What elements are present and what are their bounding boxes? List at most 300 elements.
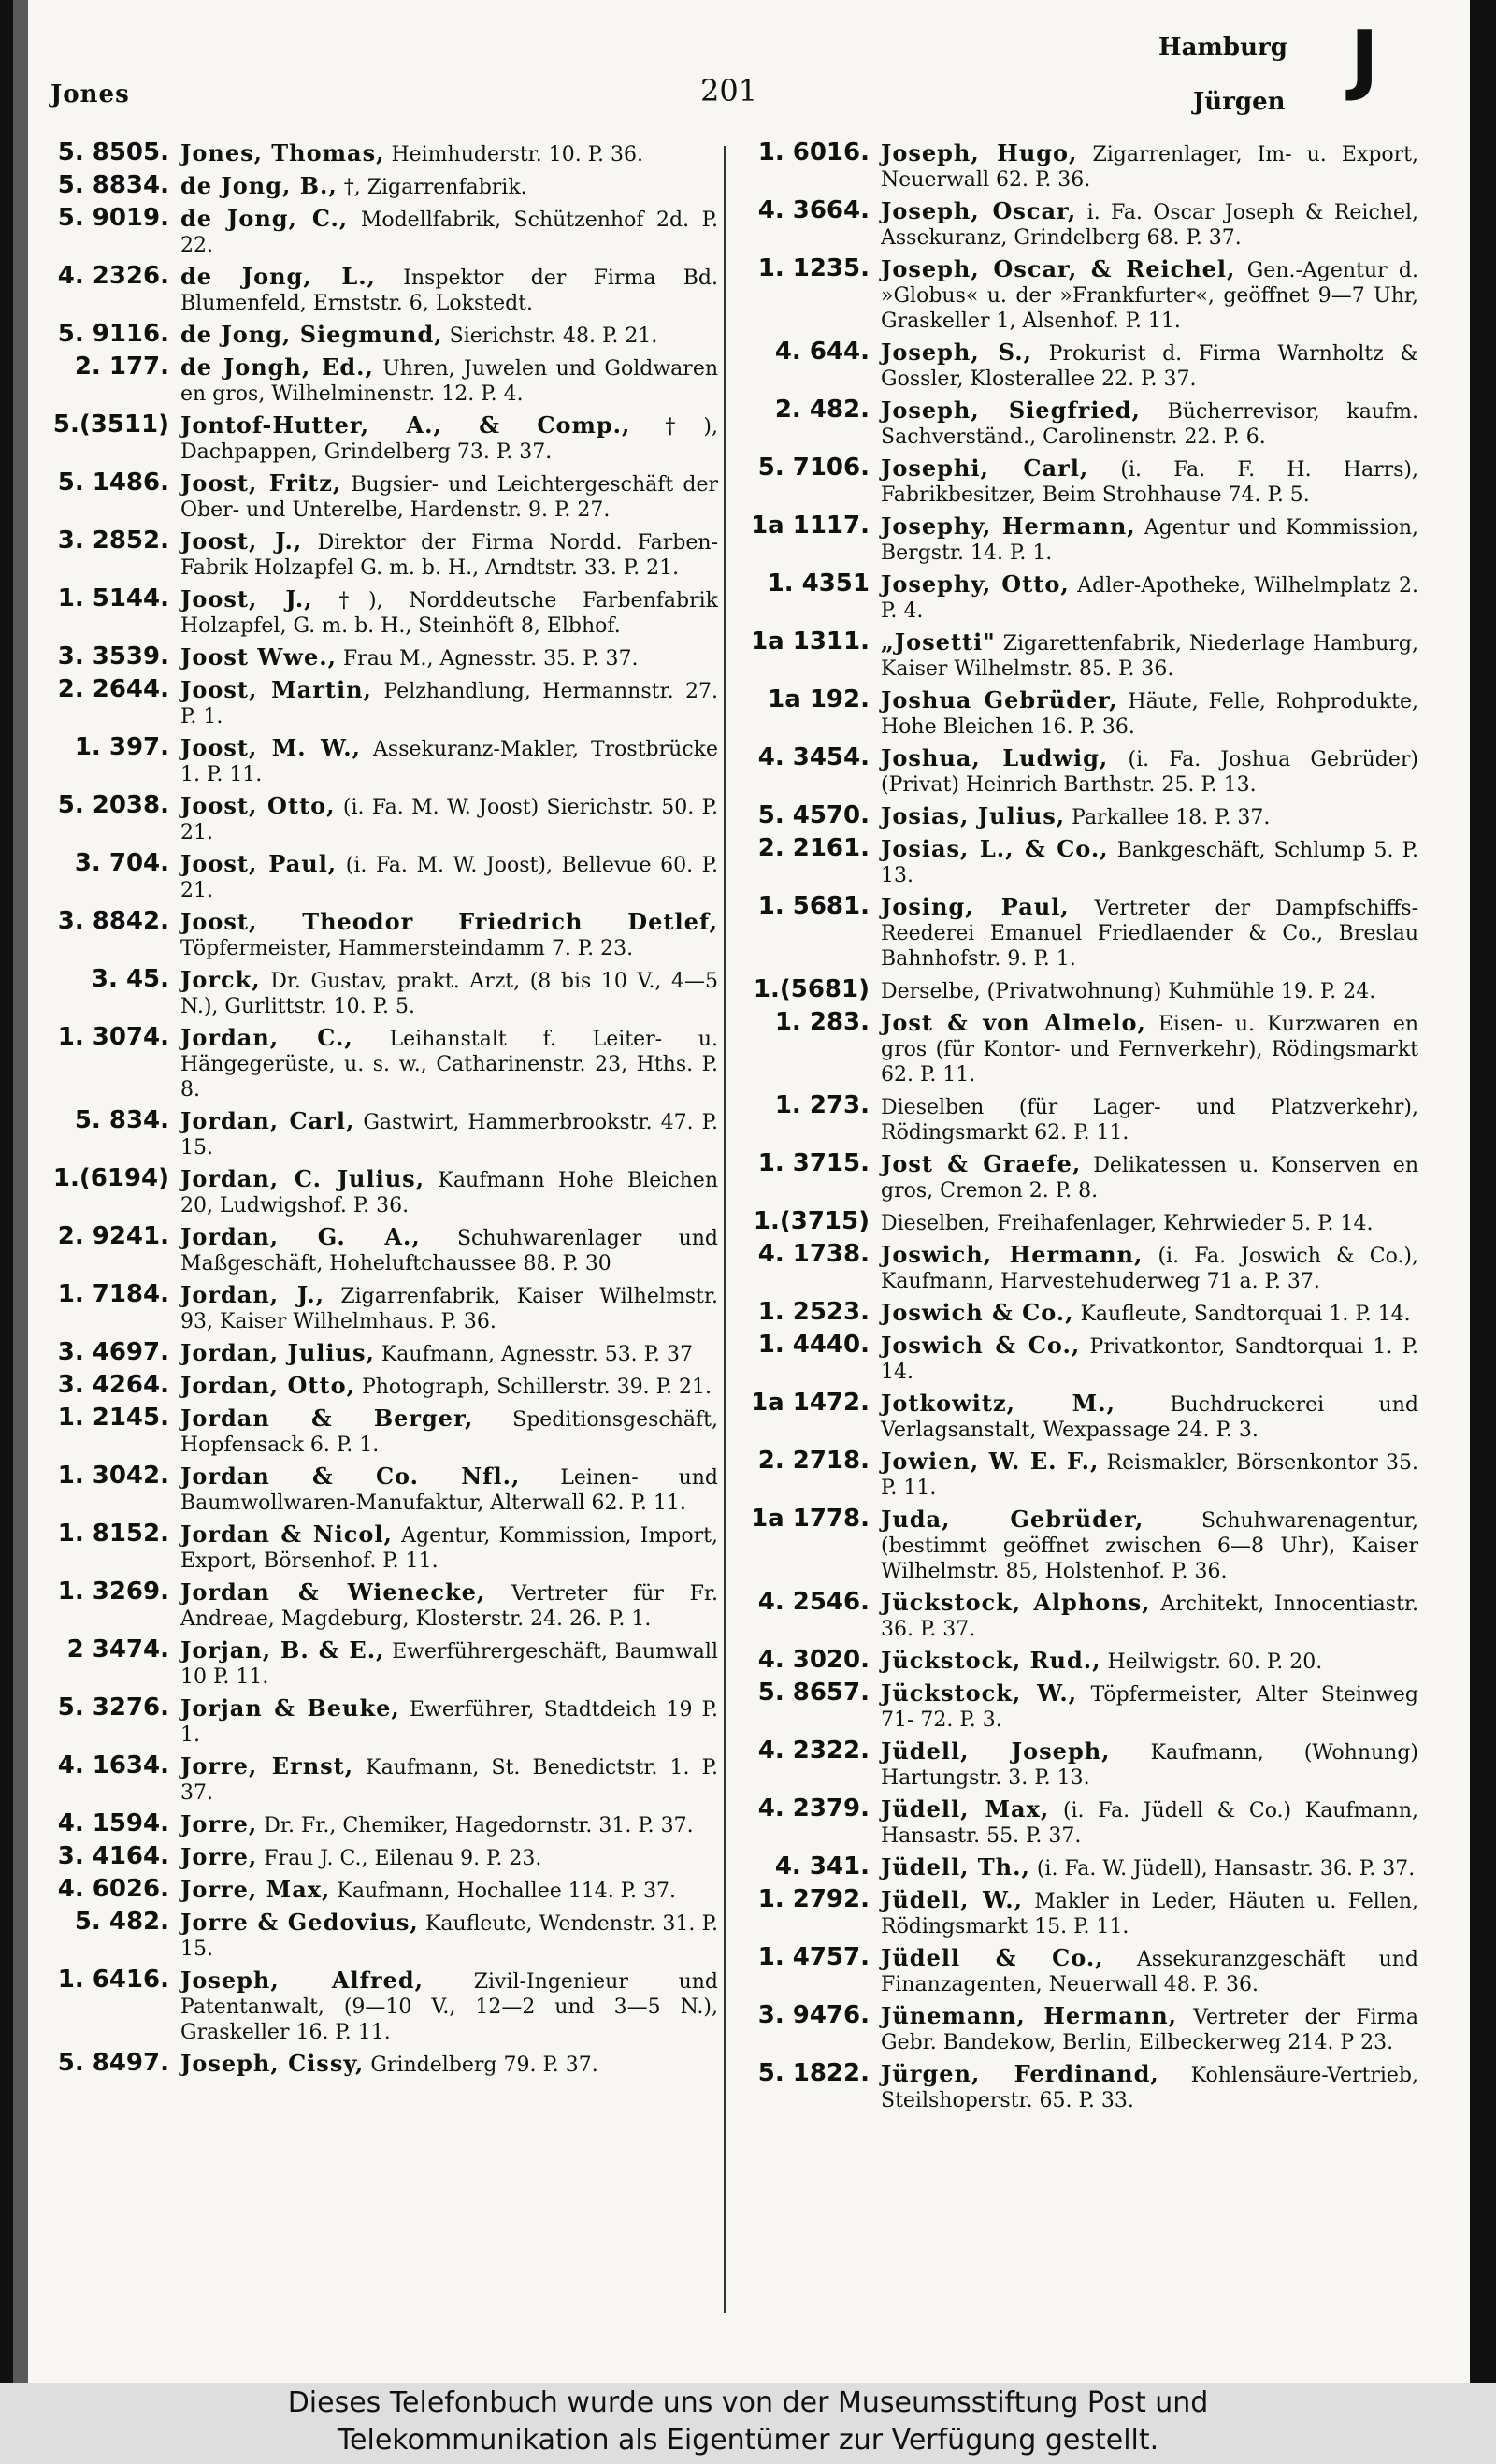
directory-entry — [745, 397, 1418, 450]
entry-name: Josias, Julius, — [881, 802, 1066, 829]
directory-entry — [45, 1282, 718, 1334]
entry-details: i. Fa. Oscar Joseph & Reichel, Assekuranz, Grindelberg 68. P. 37. — [881, 201, 1418, 250]
entry-details: Gen.-Agentur d. »Globus« u. der »Frankfurter«, geöffnet 9—7 Uhr, Graskeller 1, Alsenhof. P. 11. — [881, 259, 1419, 333]
phone-number: 1. 283. — [774, 1008, 870, 1036]
entry-name: Joost, Theodor Friedrich Detlef, — [180, 908, 718, 935]
entry-body — [180, 264, 718, 316]
entry-body — [180, 1579, 718, 1632]
entry-details: Photograph, Schillerstr. 39. P. 21. — [361, 1376, 712, 1399]
phone-number: 1a 1311. — [751, 627, 870, 656]
directory-entry — [745, 1887, 1418, 1939]
entry-name: Joseph, Siegfried, — [881, 396, 1141, 424]
entry-name: Jürgen, Ferdinand, — [881, 2060, 1159, 2087]
entry-details: Adler-Apotheke, Wilhelmplatz 2. P. 4. — [881, 574, 1418, 623]
entry-name: Jordan, Otto, — [180, 1372, 355, 1399]
entry-body — [180, 851, 718, 903]
phone-number: 1. 3715. — [757, 1149, 870, 1177]
phone-number: 4. 6026. — [57, 1875, 169, 1903]
entry-name: Jorjan & Beuke, — [180, 1694, 400, 1722]
directory-entry — [745, 745, 1418, 798]
directory-entry — [745, 2061, 1418, 2113]
entry-details: Agentur und Kommission, Bergstr. 14. P. 1. — [881, 516, 1418, 565]
entry-body — [180, 140, 718, 167]
phone-number: 5. 1822. — [757, 2059, 870, 2087]
entry-details: Bankgeschäft, Schlump 5. P. 13. — [881, 839, 1418, 887]
entry-name: Jorck, — [180, 966, 261, 993]
section-letter: J — [1350, 15, 1379, 104]
directory-entry — [45, 470, 718, 523]
entry-name: Jückstock, Alphons, — [881, 1589, 1151, 1616]
entry-details: Assekuranzgeschäft und Finanzagenten, Neuerwall 48. P. 36. — [881, 1948, 1419, 1996]
entry-name: Jorre, Max, — [180, 1876, 331, 1903]
entry-name: Josing, Paul, — [881, 893, 1070, 920]
entry-details: Leihanstalt f. Leiter- u. Hängegerüste, u. s. w., Catharinenstr. 23, Hths. P. 8. — [180, 1028, 718, 1102]
directory-entry — [45, 140, 718, 167]
entry-body — [180, 1909, 718, 1962]
directory-entry — [745, 1590, 1418, 1642]
entry-details: Schuhwarenagentur, (bestimmt geöffnet zwischen 6—8 Uhr), Kaiser Wilhelmstr. 85, Holstenhof. P. 36. — [881, 1509, 1418, 1583]
entry-details: Heimhuderstr. 10. P. 36. — [391, 143, 644, 166]
entry-details: Gastwirt, Hammerbrookstr. 47. P. 15. — [180, 1111, 718, 1160]
entry-details: Grindelberg 79. P. 37. — [370, 2053, 598, 2077]
entry-details: Eisen- u. Kurzwaren en gros (für Kontor- und Fernverkehr), Rödingsmarkt 62. P. 11. — [881, 1013, 1419, 1087]
phone-number: 4. 3454. — [757, 743, 870, 771]
phone-number: 3. 704. — [74, 849, 169, 877]
entry-name: Joswich, Hermann, — [881, 1241, 1144, 1268]
entry-details: Zigarrenfabrik, Kaiser Wilhelmstr. 93, Kaiser Wilhelmhaus. P. 36. — [180, 1285, 718, 1333]
directory-entry — [45, 1844, 718, 1871]
footer-line-1: Dieses Telefonbuch wurde uns von der Museumsstiftung Post und — [287, 2386, 1209, 2419]
entry-body — [180, 1108, 718, 1160]
entry-details: Vertreter der Firma Gebr. Bandekow, Berlin, Eilbeckerweg 214. P 23. — [881, 2006, 1418, 2054]
phone-number: 1a 192. — [768, 685, 870, 713]
directory-entry — [45, 1025, 718, 1102]
entry-details: Assekuranz-Makler, Trostbrücke 1. P. 11. — [180, 738, 718, 786]
entry-name: Jordan & Co. Nfl., — [180, 1463, 521, 1490]
directory-entry — [45, 1877, 718, 1904]
entry-body — [881, 571, 1418, 624]
entry-body — [881, 1300, 1418, 1327]
phone-number: 5. 2038. — [57, 791, 169, 819]
directory-entry — [745, 1680, 1418, 1733]
entry-name: Joseph, S., — [881, 339, 1032, 366]
phone-number: 5.(3511) — [52, 411, 169, 439]
directory-entry — [45, 1521, 718, 1574]
entry-body — [180, 412, 718, 465]
entry-body — [180, 1340, 718, 1367]
directory-entry — [745, 1796, 1418, 1849]
directory-entry — [745, 2003, 1418, 2055]
directory-entry — [45, 644, 718, 671]
phone-number: 1a 1472. — [751, 1389, 870, 1417]
directory-entry — [45, 173, 718, 200]
phone-number: 3. 3539. — [57, 642, 169, 670]
phone-number: 3. 45. — [91, 965, 169, 993]
entry-body — [881, 977, 1418, 1004]
entry-details: Kaufleute, Sandtorquai 1. P. 14. — [1080, 1303, 1411, 1326]
entry-details: Derselbe, (Privatwohnung) Kuhmühle 19. P. 24. — [881, 980, 1376, 1003]
entry-details: Kaufmann, Agnesstr. 53. P. 37 — [381, 1343, 693, 1366]
entry-body — [881, 1151, 1418, 1203]
directory-entry — [745, 1300, 1418, 1327]
entry-details: Frau M., Agnesstr. 35. P. 37. — [342, 647, 639, 670]
entry-name: Jüdell, W., — [881, 1886, 1023, 1913]
directory-entry — [745, 803, 1418, 830]
entry-name: Juda, Gebrüder, — [881, 1506, 1144, 1533]
entry-body — [881, 1590, 1418, 1642]
entry-details: Vertreter für Fr. Andreae, Magdeburg, Klosterstr. 24. 26. P. 1. — [180, 1582, 718, 1631]
directory-entry — [45, 1811, 718, 1838]
entry-details: Agentur, Kommission, Import, Export, Börsenhof. P. 11. — [180, 1524, 718, 1573]
entry-body — [180, 173, 718, 200]
directory-entry — [745, 571, 1418, 624]
entry-details: Dieselben, Freihafenlager, Kehrwieder 5. P. 14. — [881, 1212, 1374, 1235]
directory-entry — [45, 322, 718, 349]
directory-entry — [45, 1637, 718, 1690]
entry-name: Joost, Otto, — [180, 792, 336, 819]
directory-entry — [45, 735, 718, 787]
entry-body — [881, 397, 1418, 450]
phone-number: 3. 8842. — [57, 907, 169, 935]
entry-body — [180, 735, 718, 787]
entry-name: Jüdell, Max, — [881, 1795, 1050, 1823]
entry-details: Zigarrenlager, Im- u. Export, Neuerwall 62. P. 36. — [881, 143, 1418, 192]
entry-details: †), Dachpappen, Grindelberg 73. P. 37. — [180, 415, 719, 464]
entry-name: Jüdell & Co., — [881, 1944, 1104, 1971]
phone-number: 4. 1634. — [57, 1751, 169, 1780]
directory-entry — [45, 1108, 718, 1160]
entry-body — [881, 1333, 1418, 1385]
entry-body — [881, 629, 1418, 682]
entry-body — [881, 1854, 1418, 1881]
phone-number: 4. 2379. — [757, 1794, 870, 1823]
phone-number: 1. 397. — [74, 733, 169, 761]
directory-entry — [45, 1224, 718, 1276]
entry-name: Jotkowitz, M., — [881, 1390, 1115, 1417]
phone-number: 1.(5681) — [753, 975, 870, 1003]
entry-body — [180, 206, 718, 258]
entry-body — [180, 1877, 718, 1904]
phone-number: 1. 273. — [774, 1091, 870, 1119]
entry-details: Prokurist d. Firma Warnholtz & Gossler, Klosterallee 22. P. 37. — [881, 342, 1418, 391]
phone-number: 1. 4757. — [757, 1943, 870, 1971]
directory-entry — [45, 1579, 718, 1632]
entry-body — [180, 1282, 718, 1334]
entry-details: Bugsier- und Leichtergeschäft der Ober- und Unterelbe, Hardenstr. 9. P. 27. — [180, 473, 719, 522]
entry-name: Jüdell, Joseph, — [881, 1737, 1111, 1765]
entry-name: Joshua, Ludwig, — [881, 744, 1109, 771]
entry-body — [180, 586, 718, 639]
entry-name: Jowien, W. E. F., — [881, 1448, 1100, 1475]
directory-entry — [45, 412, 718, 465]
entry-details: (i. Fa. W. Jüdell), Hansastr. 36. P. 37. — [1036, 1857, 1416, 1880]
phone-number: 4. 1738. — [757, 1240, 870, 1268]
entry-details: Uhren, Juwelen und Goldwaren en gros, Wilhelminenstr. 12. P. 4. — [180, 357, 719, 406]
entry-body — [881, 1506, 1418, 1584]
directory-entry — [745, 1854, 1418, 1881]
entry-name: Jordan, Carl, — [180, 1107, 355, 1134]
entry-name: Jordan, G. A., — [180, 1223, 421, 1250]
entry-details: Buchdruckerei und Verlagsanstalt, Wexpassage 24. P. 3. — [881, 1393, 1418, 1442]
directory-entry — [745, 1333, 1418, 1385]
header-last-entry: Jürgen — [1193, 88, 1286, 116]
entry-details: (i. Fa. M. W. Joost), Bellevue 60. P. 21. — [180, 854, 718, 902]
entry-name: Jost & Graefe, — [881, 1150, 1082, 1177]
phone-number: 5. 8497. — [57, 2049, 169, 2077]
directory-entry — [745, 1010, 1418, 1088]
entry-details: †), Norddeutsche Farbenfabrik Holzapfel, G. m. b. H., Steinhöft 8, Elbhof. — [180, 589, 718, 638]
entry-body — [881, 1242, 1418, 1294]
entry-name: Joswich & Co., — [881, 1332, 1081, 1359]
entry-body — [881, 836, 1418, 888]
entry-body — [180, 1373, 718, 1400]
directory-entry — [45, 2051, 718, 2078]
directory-entry — [745, 455, 1418, 508]
entry-name: Jorjan, B. & E., — [180, 1636, 385, 1664]
entry-name: Josias, L., & Co., — [881, 835, 1109, 862]
directory-entry — [745, 1209, 1418, 1236]
entry-body — [881, 745, 1418, 798]
entry-body — [881, 894, 1418, 972]
directory-entry — [45, 354, 718, 407]
entry-details: Architekt, Innocentiastr. 36. P. 37. — [881, 1592, 1419, 1641]
entry-body — [881, 1010, 1418, 1088]
directory-entry — [745, 1506, 1418, 1584]
phone-number: 1. 2523. — [757, 1298, 870, 1326]
entry-name: Josephy, Otto, — [881, 570, 1070, 598]
entry-body — [180, 528, 718, 581]
phone-number: 4. 341. — [774, 1852, 870, 1880]
entry-body — [881, 339, 1418, 392]
phone-number: 1. 4351 — [767, 569, 870, 598]
directory-entry — [45, 1340, 718, 1367]
phone-number: 4. 2546. — [757, 1588, 870, 1616]
directory-entry — [45, 1463, 718, 1516]
phone-number: 2. 2718. — [757, 1447, 870, 1475]
entry-name: Joost Wwe., — [180, 643, 337, 670]
entry-details: Zigarettenfabrik, Niederlage Hamburg, Kaiser Wilhelmstr. 85. P. 36. — [881, 632, 1418, 681]
phone-number: 3. 2852. — [57, 526, 169, 555]
entry-details: Direktor der Firma Nordd. Farben-Fabrik Holzapfel G. m. b. H., Arndtstr. 33. P. 21. — [180, 531, 718, 580]
directory-entry — [745, 977, 1418, 1004]
directory-entry — [745, 894, 1418, 972]
entry-name: Jordan & Wienecke, — [180, 1578, 486, 1606]
phone-number: 3. 4264. — [57, 1371, 169, 1399]
entry-body — [180, 909, 718, 961]
entry-name: Joseph, Oscar, — [881, 197, 1077, 224]
phone-number: 1. 4440. — [757, 1331, 870, 1359]
entry-details: Ewerführer, Stadtdeich 19 P. 1. — [180, 1698, 718, 1747]
entry-body — [881, 1680, 1418, 1733]
phone-number: 3. 4697. — [57, 1338, 169, 1366]
phone-number: 5. 7106. — [757, 454, 870, 482]
entry-body — [881, 1738, 1418, 1791]
entry-details: Sierichstr. 48. P. 21. — [449, 324, 658, 348]
phone-number: 1a 1778. — [751, 1505, 870, 1533]
entry-body — [180, 1811, 718, 1838]
phone-number: 4. 2326. — [57, 262, 169, 290]
phone-number: 5. 9116. — [57, 320, 169, 348]
entry-details: Leinen- und Baumwollwaren-Manufaktur, Alterwall 62. P. 11. — [180, 1466, 718, 1515]
entry-name: Jordan, C. Julius, — [180, 1165, 425, 1192]
directory-entry — [745, 629, 1418, 682]
entry-details: Dr. Fr., Chemiker, Hagedornstr. 31. P. 37. — [264, 1814, 694, 1837]
entry-body — [180, 1166, 718, 1218]
entry-name: Jückstock, W., — [881, 1679, 1078, 1707]
entry-body — [180, 793, 718, 845]
phone-number: 5. 482. — [74, 1908, 169, 1936]
entry-body — [881, 513, 1418, 566]
phone-number: 4. 3020. — [757, 1646, 870, 1674]
directory-entry — [45, 1909, 718, 1962]
entry-details: Häute, Felle, Rohprodukte, Hohe Bleichen 16. P. 36. — [881, 690, 1418, 739]
page-header — [13, 0, 1470, 131]
entry-name: Joswich & Co., — [881, 1299, 1074, 1326]
phone-number: 1a 1117. — [751, 512, 870, 540]
entry-details: (i. Fa. M. W. Joost) Sierichstr. 50. P. 21. — [180, 796, 718, 844]
entry-name: Joseph, Oscar, & Reichel, — [881, 255, 1236, 282]
entry-body — [881, 1209, 1418, 1236]
directory-entry — [45, 264, 718, 316]
entry-details: Bücherrevisor, kaufm. Sachverständ., Carolinenstr. 22. P. 6. — [881, 400, 1418, 449]
entry-details: Inspektor der Firma Bd. Blumenfeld, Ernststr. 6, Lokstedt. — [180, 267, 718, 315]
page-edge — [13, 0, 28, 2383]
phone-number: 4. 2322. — [757, 1736, 870, 1765]
phone-number: 5. 834. — [74, 1106, 169, 1134]
left-column — [45, 140, 718, 2083]
header-city: Hamburg — [1158, 34, 1287, 62]
phone-number: 1. 6416. — [57, 1966, 169, 1994]
entry-name: Jost & von Almelo, — [881, 1009, 1146, 1036]
phone-number: 1. 5144. — [57, 584, 169, 612]
directory-entry — [45, 1405, 718, 1458]
directory-entry — [45, 1166, 718, 1218]
entry-details: Zivil-Ingenieur und Patentanwalt, (9—10 V., 12—2 und 3—5 N.), Graskeller 16. P. 11. — [180, 1970, 718, 2044]
phone-number: 4. 644. — [774, 338, 870, 366]
directory-entry — [45, 909, 718, 961]
entry-body — [881, 2061, 1418, 2113]
phone-number: 5. 4570. — [757, 801, 870, 829]
footer-line-2: Telekommunikation als Eigentümer zur Verfügung gestellt. — [337, 2424, 1159, 2457]
directory-entry — [745, 1391, 1418, 1443]
entry-name: Jünemann, Hermann, — [881, 2002, 1178, 2029]
column-divider — [724, 146, 726, 2313]
directory-entry — [45, 967, 718, 1019]
entry-name: Jordan, C., — [180, 1024, 353, 1051]
entry-details: Kaufmann, St. Benedictstr. 1. P. 37. — [180, 1756, 718, 1805]
entry-name: Jones, Thomas, — [180, 139, 385, 166]
phone-number: 1. 2792. — [757, 1885, 870, 1913]
entry-name: Joseph, Alfred, — [180, 1967, 424, 1994]
entry-body — [881, 2003, 1418, 2055]
entry-name: Josephy, Hermann, — [881, 512, 1136, 540]
phone-number: 1. 3042. — [57, 1462, 169, 1490]
directory-entry — [745, 836, 1418, 888]
entry-name: Joseph, Cissy, — [180, 2050, 365, 2077]
entry-body — [180, 1224, 718, 1276]
entry-body — [180, 1025, 718, 1102]
entry-name: Jordan & Berger, — [180, 1405, 474, 1432]
entry-name: Jontof-Hutter, A., & Comp., — [180, 411, 631, 439]
entry-name: Jorre & Gedovius, — [180, 1909, 419, 1936]
directory-entry — [745, 1648, 1418, 1675]
phone-number: 1. 1235. — [757, 254, 870, 282]
entry-body — [881, 687, 1418, 740]
directory-entry — [45, 1967, 718, 2045]
directory-entry — [745, 687, 1418, 740]
entry-name: „Josetti" — [881, 628, 996, 656]
page-number: 201 — [700, 73, 758, 108]
phone-number: 2. 177. — [74, 353, 169, 381]
entry-details: Töpfermeister, Alter Steinweg 71- 72. P. 3. — [881, 1683, 1418, 1732]
entry-name: Jückstock, Rud., — [881, 1647, 1101, 1674]
entry-details: Kaufmann, (Wohnung) Hartungstr. 3. P. 13. — [881, 1741, 1418, 1790]
entry-name: Jorre, — [180, 1843, 258, 1870]
directory-entry — [745, 1093, 1418, 1146]
entry-details: †, Zigarrenfabrik. — [343, 176, 527, 199]
entry-name: Jorre, — [180, 1810, 258, 1837]
entry-details: Delikatessen u. Konserven en gros, Cremon 2. P. 8. — [881, 1154, 1418, 1203]
entry-body — [881, 256, 1418, 334]
entry-body — [881, 1945, 1418, 1997]
entry-details: Heilwigstr. 60. P. 20. — [1107, 1650, 1323, 1674]
entry-name: Jordan, J., — [180, 1281, 325, 1308]
phone-number: 1. 8152. — [57, 1520, 169, 1548]
phone-number: 5. 1486. — [57, 468, 169, 497]
entry-details: Frau J. C., Eilenau 9. P. 23. — [264, 1847, 542, 1870]
right-column — [745, 140, 1418, 2119]
entry-details: Schuhwarenlager und Maßgeschäft, Hoheluftchaussee 88. P. 30 — [180, 1227, 718, 1275]
entry-name: Jüdell, Th., — [881, 1853, 1030, 1880]
phone-number: 2. 2644. — [57, 675, 169, 703]
entry-body — [180, 1521, 718, 1574]
directory-entry — [745, 1448, 1418, 1501]
entry-name: de Jong, L., — [180, 263, 376, 290]
directory-entry — [745, 1242, 1418, 1294]
entry-name: Joost, J., — [180, 585, 313, 612]
directory-entry — [45, 528, 718, 581]
entry-body — [881, 803, 1418, 830]
entry-body — [881, 1648, 1418, 1675]
phone-number: 3. 9476. — [757, 2001, 870, 2029]
entry-name: Joost, Martin, — [180, 676, 372, 703]
phone-number: 1. 6016. — [757, 138, 870, 166]
entry-body — [881, 198, 1418, 251]
directory-entry — [745, 140, 1418, 193]
entry-details: Kaufmann Hohe Bleichen 20, Ludwigshof. P. 36. — [180, 1169, 718, 1218]
entry-body — [180, 2051, 718, 2078]
entry-name: Joshua Gebrüder, — [881, 686, 1118, 713]
entry-details: (i. Fa. F. H. Harrs), Fabrikbesitzer, Beim Strohhause 74. P. 5. — [881, 458, 1418, 507]
directory-entry — [745, 1738, 1418, 1791]
phone-number: 1. 7184. — [57, 1280, 169, 1308]
entry-name: Joseph, Hugo, — [881, 139, 1078, 166]
entry-name: Jorre, Ernst, — [180, 1752, 354, 1780]
entry-body — [881, 1448, 1418, 1501]
phone-number: 1.(3715) — [753, 1207, 870, 1235]
entry-details: Vertreter der Dampfschiffs-Reederei Emanuel Friedlaender & Co., Breslau Bahnhofstr. 9. P. 1. — [881, 897, 1419, 971]
directory-entry — [45, 851, 718, 903]
entry-details: Kaufleute, Wendenstr. 31. P. 15. — [180, 1912, 719, 1961]
entry-body — [881, 1796, 1418, 1849]
entry-details: (i. Fa. Joshua Gebrüder) (Privat) Heinrich Barthstr. 25. P. 13. — [881, 748, 1418, 797]
entry-body — [180, 354, 718, 407]
entry-details: Modellfabrik, Schützenhof 2d. P. 22. — [180, 209, 719, 257]
entry-body — [180, 1405, 718, 1458]
entry-details: Kaufmann, Hochallee 114. P. 37. — [337, 1880, 677, 1903]
directory-entry — [45, 1373, 718, 1400]
entry-body — [180, 644, 718, 671]
